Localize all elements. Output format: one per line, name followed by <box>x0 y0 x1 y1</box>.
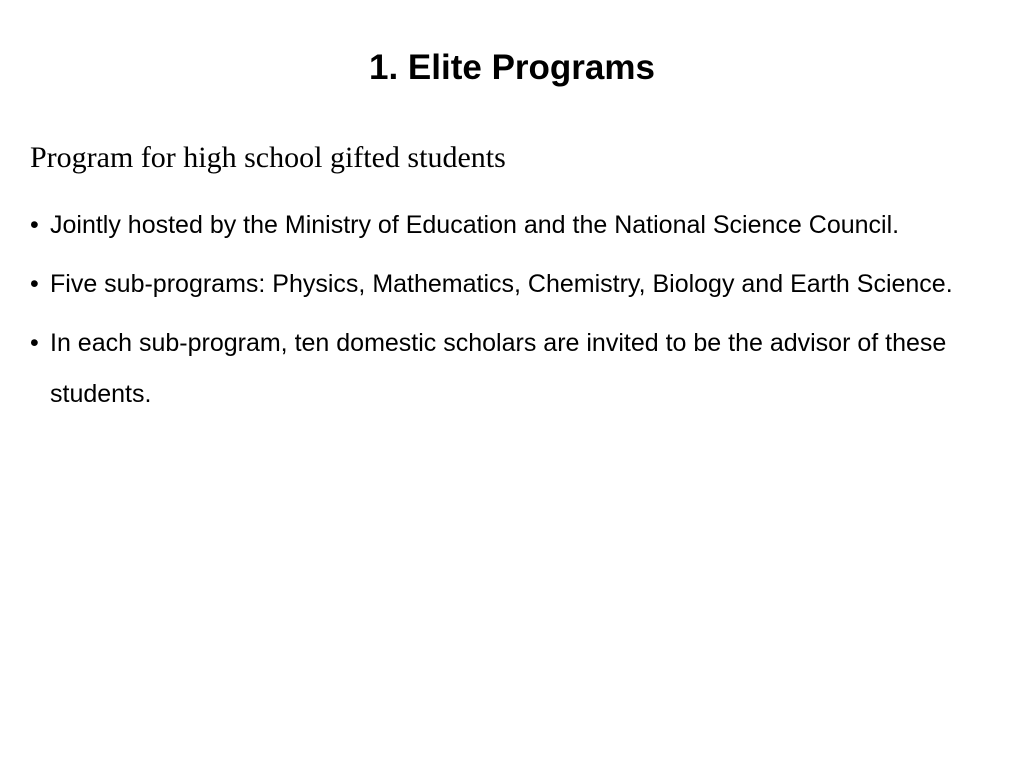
bullet-item <box>30 200 980 251</box>
bullet-text: Jointly hosted by the Ministry of Education and the National Science Council. <box>50 211 900 239</box>
slide-title: 1. Elite Programs <box>369 48 655 87</box>
bullet-item <box>30 259 980 310</box>
slide-subtitle: Program for high school gifted students <box>30 141 506 174</box>
bullet-icon: • <box>30 211 39 239</box>
bullet-list <box>30 200 980 428</box>
bullet-icon: • <box>30 270 39 298</box>
bullet-text: Five sub-programs: Physics, Mathematics, Chemistry, Biology and Earth Science. <box>50 270 953 298</box>
bullet-item <box>30 318 980 420</box>
bullet-text: In each sub-program, ten domestic scholars are invited to be the advisor of these students. <box>50 329 947 408</box>
bullet-icon: • <box>30 329 39 357</box>
